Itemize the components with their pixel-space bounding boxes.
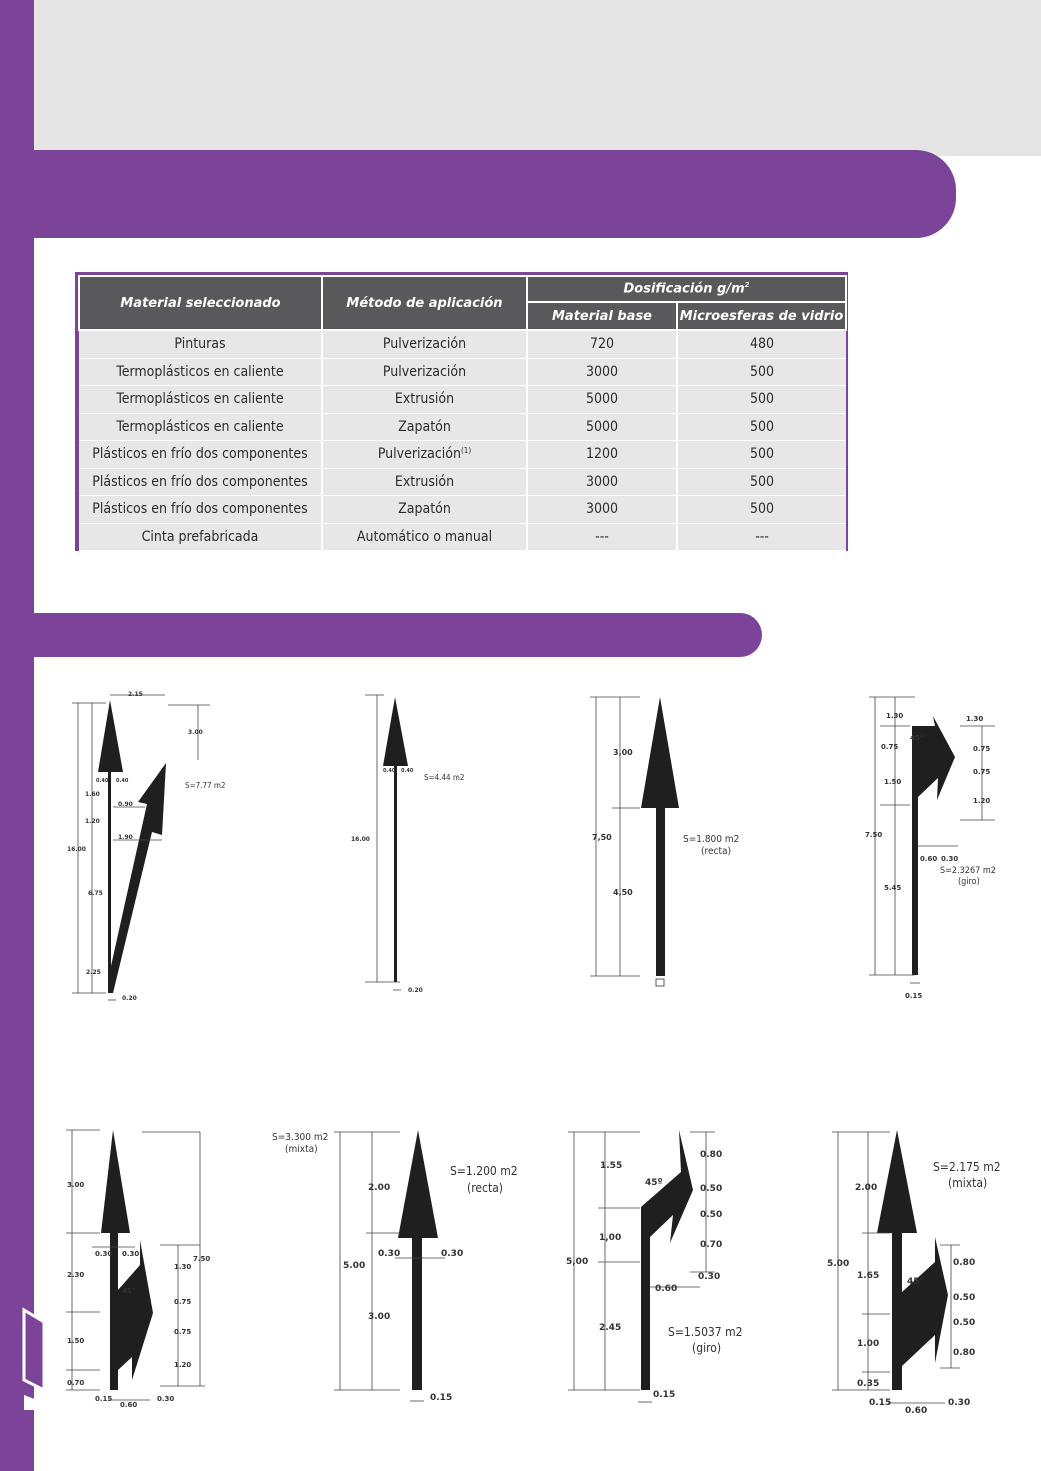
dim-label: 3.00 <box>368 1312 391 1322</box>
cell-material: Plásticos en frío dos componentes <box>79 468 322 496</box>
surface-label: S=3.300 m2 <box>272 1132 329 1143</box>
cell-material: Cinta prefabricada <box>79 523 322 551</box>
table-row <box>79 330 846 358</box>
dim-label: 2.00 <box>368 1183 391 1193</box>
header-material: Material seleccionado <box>79 276 322 330</box>
dim-label: 0.60 <box>655 1284 678 1294</box>
cell-base: 720 <box>527 330 677 358</box>
dim-label: 1.50 <box>884 778 902 786</box>
angle-label: 45° <box>910 734 924 742</box>
header-dosage: Dosificación $g/m^2$ <box>527 276 846 302</box>
dim-label: 3.00 <box>188 729 203 736</box>
surface-type: (mixta) <box>285 1144 318 1155</box>
dim-label: 1.90 <box>118 834 133 841</box>
page-tab-icon <box>22 1300 52 1410</box>
cell-beads: 500 <box>677 441 846 469</box>
table-row <box>79 523 846 551</box>
surface-type: (giro) <box>958 877 980 887</box>
dim-label: 0.60 <box>920 855 938 863</box>
header-glass-beads: Microesferas de vidrio <box>677 302 846 330</box>
dim-label: 1.60 <box>85 791 100 798</box>
dim-label: 0.30 <box>95 1250 113 1258</box>
cell-base: 1200 <box>527 441 677 469</box>
cell-beads: 500 <box>677 468 846 496</box>
page-header-panel <box>34 0 1041 156</box>
table-row <box>79 496 846 524</box>
dim-label: 1.50 <box>67 1337 85 1345</box>
dim-label: 0.50 <box>700 1184 723 1194</box>
dim-label: 0.30 <box>698 1272 721 1282</box>
dim-label: 0.30 <box>157 1395 175 1403</box>
arrow-diagrams <box>0 660 1041 1450</box>
dim-label: 7.50 <box>865 831 883 839</box>
dim-label: 1.20 <box>174 1361 192 1369</box>
dim-label: 2.00 <box>855 1183 878 1193</box>
dim-label: 0.20 <box>408 987 423 994</box>
surface-label: S=4.44 m2 <box>424 773 465 782</box>
dim-label: 16.00 <box>67 846 86 853</box>
dim-label: 1.55 <box>600 1161 623 1171</box>
dim-label: 0.80 <box>953 1348 976 1358</box>
dim-label: 2.15 <box>128 691 143 698</box>
arrow-diagram-3 <box>590 697 739 986</box>
cell-beads: 480 <box>677 330 846 358</box>
cell-base: --- <box>527 523 677 551</box>
dim-label: 0.50 <box>953 1318 976 1328</box>
cell-beads: 500 <box>677 413 846 441</box>
cell-material: Termoplásticos en caliente <box>79 358 322 386</box>
section-band-diagrams <box>34 613 762 657</box>
arrow-diagram-1 <box>67 691 226 1002</box>
angle-label: 45º <box>645 1178 663 1188</box>
dim-label: 16.00 <box>351 836 370 843</box>
dim-label: 0.75 <box>174 1328 192 1336</box>
surface-label: S=1.5037 m2 <box>668 1325 743 1339</box>
table-row <box>79 441 846 469</box>
dim-label: 3,00 <box>613 748 633 757</box>
cell-material: Termoplásticos en caliente <box>79 386 322 414</box>
dim-label: 0.15 <box>653 1390 676 1400</box>
cell-method: Extrusión <box>322 386 527 414</box>
cell-base: 3000 <box>527 358 677 386</box>
dim-label: 0.75 <box>973 768 991 776</box>
dim-label: 0.30 <box>941 855 959 863</box>
surface-type-2: (recta) <box>467 1181 504 1195</box>
dim-label: 0.75 <box>174 1298 192 1306</box>
arrow-diagram-4 <box>865 697 996 1000</box>
arrow-diagram-8 <box>827 1130 1001 1416</box>
dim-label: 1.20 <box>85 818 100 825</box>
dim-label: 1.20 <box>973 797 991 805</box>
dim-label: 0.20 <box>122 995 137 1002</box>
dim-label: 6.75 <box>88 890 103 897</box>
dim-label: 2.25 <box>86 969 101 976</box>
surface-label: S=2.175 m2 <box>933 1160 1001 1174</box>
table-row <box>79 413 846 441</box>
dim-label: 0.50 <box>700 1210 723 1220</box>
dim-label: 0.70 <box>700 1240 723 1250</box>
table-row <box>79 386 846 414</box>
dim-label: 2.45 <box>599 1323 622 1333</box>
cell-beads: 500 <box>677 358 846 386</box>
surface-label: S=7.77 m2 <box>185 781 226 790</box>
header-method: Método de aplicación <box>322 276 527 330</box>
cell-material: Termoplásticos en caliente <box>79 413 322 441</box>
cell-base: 5000 <box>527 413 677 441</box>
surface-type: (giro) <box>692 1341 722 1355</box>
dim-label: 1.30 <box>966 715 984 723</box>
cell-beads: 500 <box>677 386 846 414</box>
surface-label: S=1.800 m2 <box>683 834 740 845</box>
dim-label: 0.40 <box>383 768 396 774</box>
surface-label: S=2.3267 m2 <box>940 866 996 876</box>
dim-label: 0.75 <box>881 743 899 751</box>
cell-beads: 500 <box>677 496 846 524</box>
dim-label: 0.30 <box>441 1249 464 1259</box>
dim-label: 0.15 <box>430 1393 453 1403</box>
header-base-material: Material base <box>527 302 677 330</box>
angle-label: 45° <box>907 1277 925 1287</box>
cell-method: Extrusión <box>322 468 527 496</box>
arrow-diagram-6 <box>272 1130 518 1403</box>
cell-material: Plásticos en frío dos componentes <box>79 441 322 469</box>
dim-label: 1.30 <box>174 1263 192 1271</box>
dim-label: 7.50 <box>193 1255 211 1263</box>
dim-label: 0.40 <box>96 778 109 784</box>
dim-label: 5,00 <box>566 1257 589 1267</box>
cell-method: Zapatón <box>322 413 527 441</box>
dosage-table <box>78 275 847 551</box>
dim-label: 1,00 <box>599 1233 622 1243</box>
surface-type: (recta) <box>701 846 732 857</box>
dim-label: 1.00 <box>857 1339 880 1349</box>
cell-method: Pulverización$^{(1)}$ <box>322 441 527 469</box>
surface-label-2: S=1.200 m2 <box>450 1164 518 1178</box>
cell-base: 5000 <box>527 386 677 414</box>
dim-label: 0.60 <box>905 1406 928 1416</box>
dim-label: 3.00 <box>67 1181 85 1189</box>
arrow-diagram-7 <box>566 1130 742 1402</box>
dim-label: 0.70 <box>67 1379 85 1387</box>
table-row <box>79 358 846 386</box>
cell-method: Zapatón <box>322 496 527 524</box>
dim-label: 1.30 <box>886 712 904 720</box>
dim-label: 0.30 <box>122 1250 140 1258</box>
section-band-table <box>34 150 956 238</box>
cell-base: 3000 <box>527 468 677 496</box>
dim-label: 0.40 <box>401 768 414 774</box>
angle-label: 45° <box>122 1287 136 1295</box>
cell-base: 3000 <box>527 496 677 524</box>
arrow-diagram-2 <box>351 695 465 994</box>
cell-method: Pulverización <box>322 358 527 386</box>
cell-material: Plásticos en frío dos componentes <box>79 496 322 524</box>
dim-label: 0.80 <box>700 1150 723 1160</box>
cell-method: Pulverización <box>322 330 527 358</box>
dim-label: 0.30 <box>948 1398 971 1408</box>
dim-label: 7,50 <box>592 833 612 842</box>
dim-label: 0.15 <box>905 992 923 1000</box>
dim-label: 0.15 <box>95 1395 113 1403</box>
dim-label: 1.65 <box>857 1271 880 1281</box>
dim-label: 0.35 <box>857 1379 880 1389</box>
dim-label: 0.30 <box>378 1249 401 1259</box>
cell-method: Automático o manual <box>322 523 527 551</box>
surface-type: (mixta) <box>948 1176 988 1190</box>
dim-label: 0.60 <box>120 1401 138 1409</box>
dim-label: 0.90 <box>118 801 133 808</box>
dim-label: 5.45 <box>884 884 902 892</box>
arrow-diagram-5 <box>66 1130 210 1409</box>
dim-label: 0.80 <box>953 1258 976 1268</box>
dim-label: 0.40 <box>116 778 129 784</box>
dim-label: 5.00 <box>827 1259 850 1269</box>
dim-label: 5.00 <box>343 1261 366 1271</box>
cell-material: Pinturas <box>79 330 322 358</box>
table-row <box>79 468 846 496</box>
dim-label: 0.15 <box>869 1398 892 1408</box>
cell-beads: --- <box>677 523 846 551</box>
dim-label: 4,50 <box>613 888 633 897</box>
dim-label: 2.30 <box>67 1271 85 1279</box>
dim-label: 0.75 <box>973 745 991 753</box>
dim-label: 0.50 <box>953 1293 976 1303</box>
